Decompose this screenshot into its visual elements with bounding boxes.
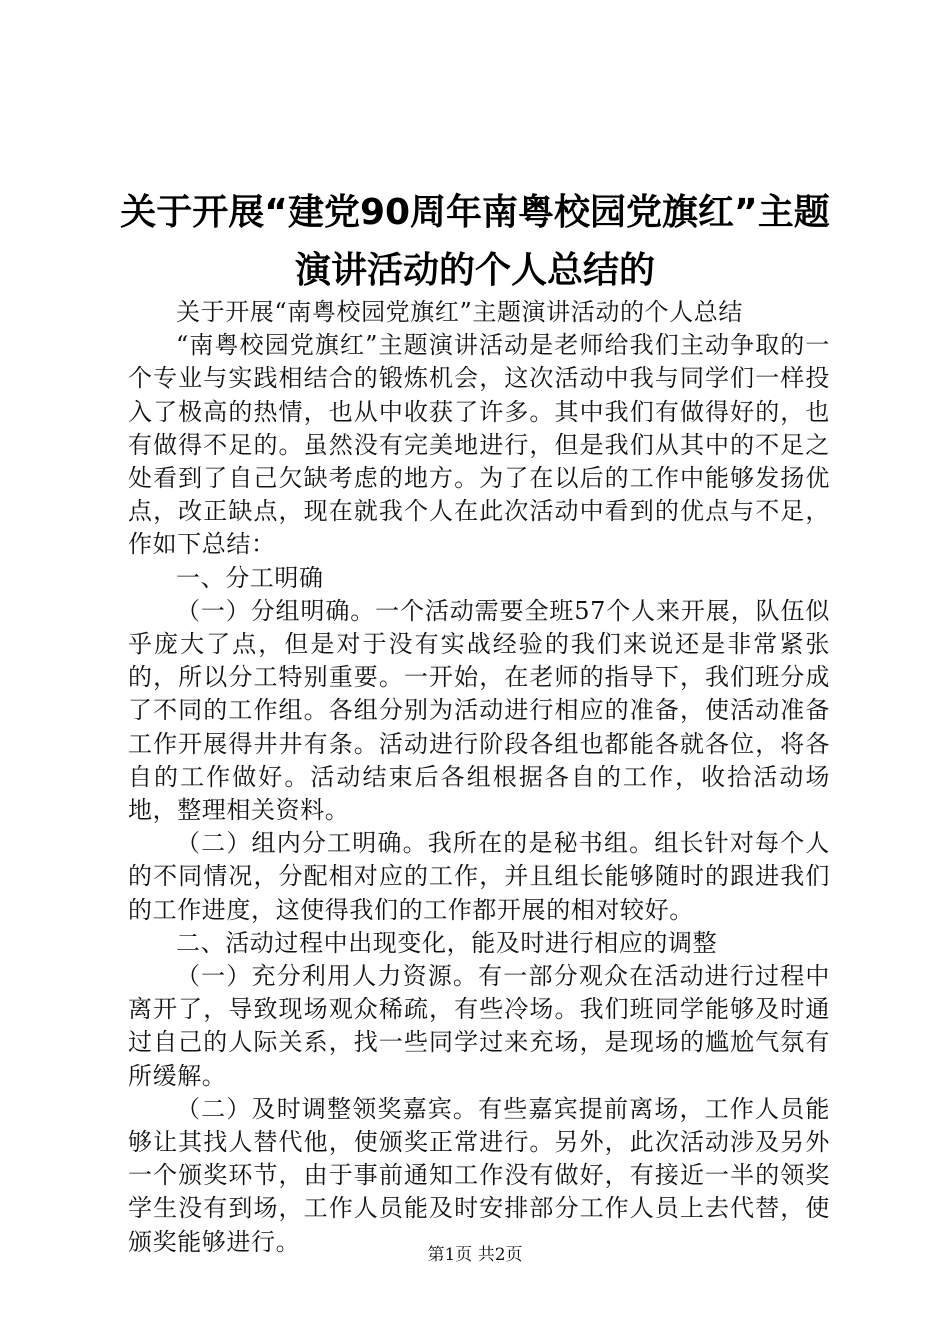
- document-body: [128, 296, 830, 1259]
- paragraph-intro: “南粤校园党旗红”主题演讲活动是老师给我们主动争取的一个专业与实践相结合的锻炼机会，这次活动中我与同学们一样投入了极高的热情，也从中收获了许多。其中我们有做得好的，也有做得不足的。虽然没有完美地进行，但是我们从其中的不足之处看到了自己欠缺考虑的地方。为了在以后的工作中能够发扬优点，改正缺点，现在就我个人在此次活动中看到的优点与不足，作如下总结：: [128, 331, 830, 559]
- paragraph-2-2: （二）及时调整领奖嘉宾。有些嘉宾提前离场，工作人员能够让其找人替代他，使颁奖正常进行。另外，此次活动涉及另外一个颁奖环节，由于事前通知工作没有做好，有接近一半的领奖学生没有到场，工作人员能及时安排部分工作人员上去代替，使颁奖能够进行。: [128, 1094, 830, 1256]
- paragraph-subtitle: 关于开展“南粤校园党旗红”主题演讲活动的个人总结: [176, 298, 743, 326]
- paragraph-1-2: （二）组内分工明确。我所在的是秘书组。组长针对每个人的不同情况，分配相对应的工作，并且组长能够随时的跟进我们的工作进度，这使得我们的工作都开展的相对较好。: [128, 829, 830, 924]
- paragraph-2-1: （一）充分利用人力资源。有一部分观众在活动进行过程中离开了，导致现场观众稀疏，有些冷场。我们班同学能够及时通过自己的人际关系，找一些同学过来充场，是现场的尴尬气氛有所缓解。: [128, 962, 830, 1090]
- section-heading-1: 一、分工明确: [176, 563, 324, 592]
- page-footer: 第1页 共2页: [427, 1245, 523, 1265]
- section-heading-2: 二、活动过程中出现变化，能及时进行相应的调整: [176, 928, 718, 957]
- document-title: 关于开展“建党90周年南粤校园党旗红”主题演讲活动的个人总结的: [120, 192, 830, 291]
- paragraph-1-1: （一）分组明确。一个活动需要全班57个人来开展，队伍似乎庞大了点，但是对于没有实战经验的我们来说还是非常紧张的，所以分工特别重要。一开始，在老师的指导下，我们班分成了不同的工作组。各组分别为活动进行相应的准备，使活动准备工作开展得井井有条。活动进行阶段各组也都能各就各位，将各自的工作做好。活动结束后各组根据各自的工作，收拾活动场地，整理相关资料。: [128, 596, 830, 825]
